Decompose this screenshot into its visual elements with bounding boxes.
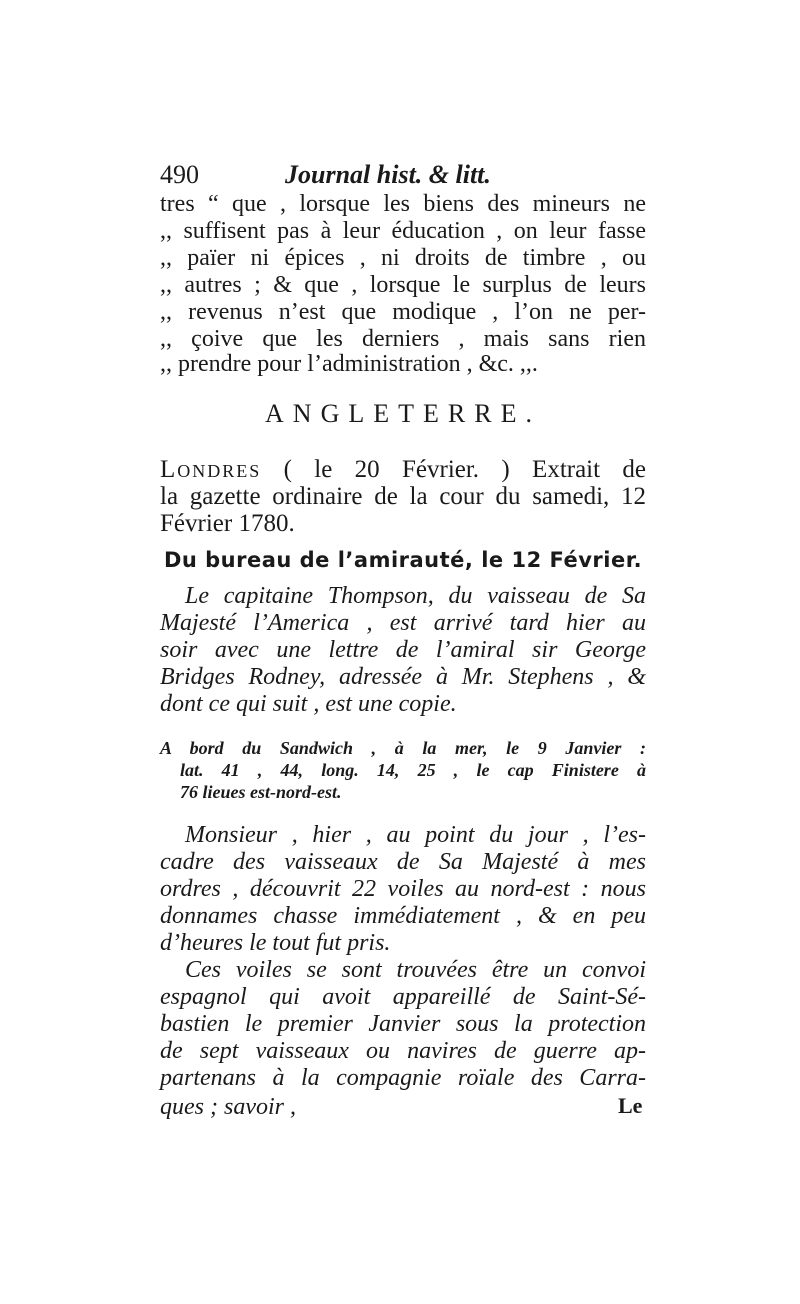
letter-line: Ces voiles se sont trouvées être un convoi: [185, 957, 646, 983]
letter-line: d’heures le tout fut pris.: [160, 930, 391, 956]
dateline-line: 76 lieues est-nord-est.: [180, 782, 342, 802]
letter-last-line: ques ; savoir ,: [160, 1094, 296, 1120]
letter-line: cadre des vaisseaux de Sa Majesté à mes: [160, 849, 646, 875]
intro-line: Bridges Rodney, adressée à Mr. Stephens , &: [160, 664, 646, 690]
letter-line: donnames chasse immédiatement , & en peu: [160, 903, 646, 929]
letter-line: partenans à la compagnie roïale des Carra-: [160, 1065, 646, 1091]
letter-line: de sept vaisseaux ou navires de guerre ap-: [160, 1038, 646, 1064]
intro-line: Le capitaine Thompson, du vaisseau de Sa: [185, 583, 646, 609]
intro-line: Majesté l’America , est arrivé tard hier au: [160, 610, 646, 636]
quote-line: ,, çoive que les derniers , mais sans rien: [160, 326, 646, 352]
intro-line: dont ce qui suit , est une copie.: [160, 691, 457, 717]
page-header: [160, 160, 646, 194]
place-name: Londres: [160, 456, 262, 483]
letter-line: ordres , découvrit 22 voiles au nord-est : nous: [160, 876, 646, 902]
bureau-heading: Du bureau de l’amirauté, le 12 Février.: [163, 548, 643, 572]
londres-line: Février 1780.: [160, 510, 295, 537]
section-title: ANGLETERRE.: [265, 399, 541, 428]
quote-line: ,, prendre pour l’administration , &c. ,,.: [160, 351, 538, 377]
letter-line: espagnol qui avoit appareillé de Saint-Sé-: [160, 984, 646, 1010]
londres-line-rest: ( le 20 Février. ) Extrait de: [283, 456, 647, 483]
dateline-line: lat. 41 , 44, long. 14, 25 , le cap Finistere à: [180, 760, 646, 780]
quote-line: tres “ que , lorsque les biens des mineurs ne: [160, 191, 646, 217]
londres-line: la gazette ordinaire de la cour du samedi, 12: [160, 483, 646, 510]
intro-line: soir avec une lettre de l’amiral sir George: [160, 637, 646, 663]
letter-line: Monsieur , hier , au point du jour , l’es-: [185, 822, 646, 848]
page-number: 490: [160, 160, 199, 189]
dateline-line: A bord du Sandwich , à la mer, le 9 Janvier :: [160, 738, 646, 758]
quote-line: ,, autres ; & que , lorsque le surplus de leurs: [160, 272, 646, 298]
catchword: Le: [618, 1093, 643, 1118]
letter-line: bastien le premier Janvier sous la protection: [160, 1011, 646, 1037]
quote-line: ,, païer ni épices , ni droits de timbre , ou: [160, 245, 646, 271]
quote-line: ,, revenus n’est que modique , l’on ne per-: [160, 299, 646, 325]
quote-line: ,, suffisent pas à leur éducation , on leur fasse: [160, 218, 646, 244]
running-title: Journal hist. & litt.: [285, 160, 491, 189]
londres-line: [160, 456, 646, 486]
